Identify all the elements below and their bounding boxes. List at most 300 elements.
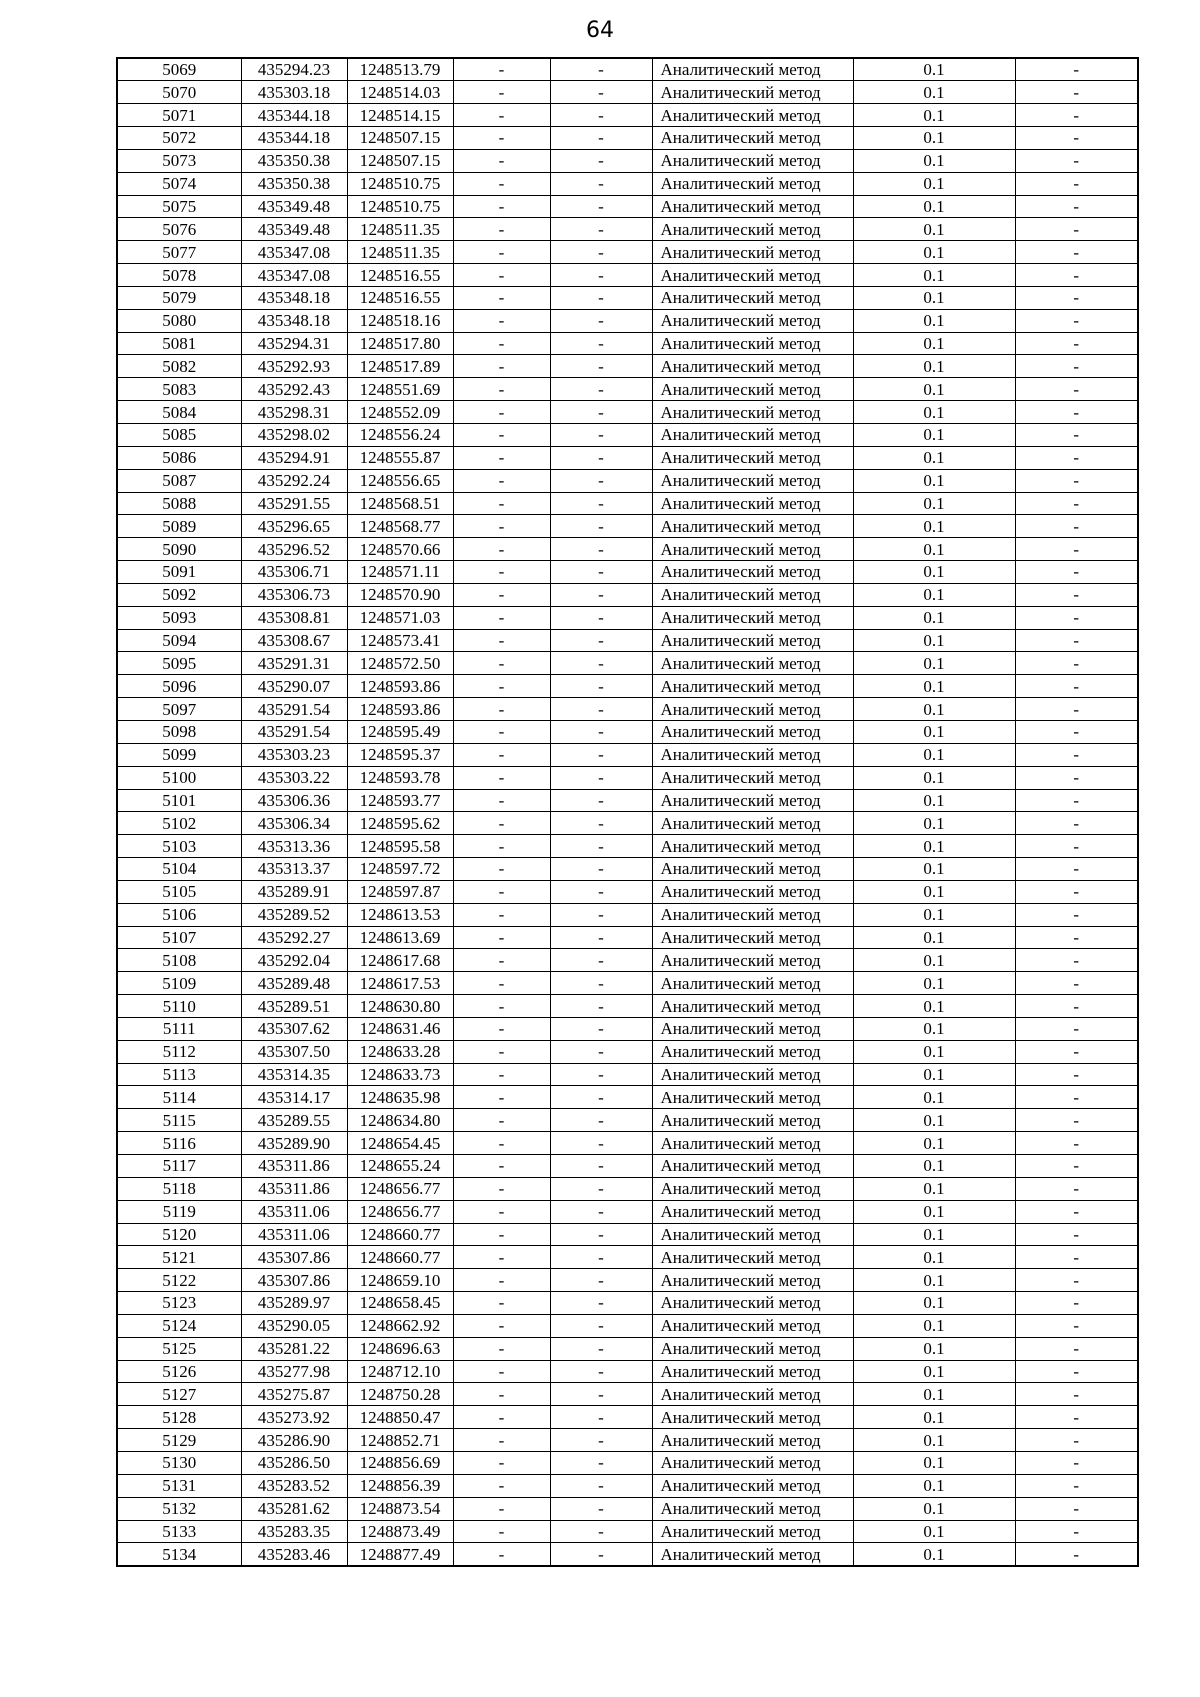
method-cell: Аналитический метод [652,401,853,424]
dash-cell-c: - [1015,538,1138,561]
point-number-cell: 5101 [117,789,241,812]
accuracy-cell: 0.1 [853,1177,1015,1200]
dash-cell-c: - [1015,1223,1138,1246]
method-cell: Аналитический метод [652,1406,853,1429]
y-coordinate-cell: 1248654.45 [347,1132,453,1155]
x-coordinate-cell: 435283.35 [241,1520,347,1543]
dash-cell-b: - [550,789,652,812]
table-row [117,104,1138,127]
x-coordinate-cell: 435289.51 [241,995,347,1018]
x-coordinate-cell: 435311.06 [241,1200,347,1223]
dash-cell-c: - [1015,561,1138,584]
table-row [117,561,1138,584]
dash-cell-b: - [550,926,652,949]
y-coordinate-cell: 1248631.46 [347,1017,453,1040]
dash-cell-c: - [1015,424,1138,447]
table-row [117,446,1138,469]
dash-cell-b: - [550,149,652,172]
dash-cell-c: - [1015,1200,1138,1223]
dash-cell-b: - [550,1177,652,1200]
point-number-cell: 5106 [117,903,241,926]
dash-cell-a: - [453,1383,550,1406]
table-row [117,1017,1138,1040]
accuracy-cell: 0.1 [853,1497,1015,1520]
table-row [117,1269,1138,1292]
point-number-cell: 5071 [117,104,241,127]
dash-cell-c: - [1015,149,1138,172]
x-coordinate-cell: 435281.22 [241,1337,347,1360]
accuracy-cell: 0.1 [853,903,1015,926]
accuracy-cell: 0.1 [853,995,1015,1018]
table-row [117,1474,1138,1497]
dash-cell-b: - [550,195,652,218]
method-cell: Аналитический метод [652,241,853,264]
x-coordinate-cell: 435347.08 [241,264,347,287]
x-coordinate-cell: 435292.04 [241,949,347,972]
dash-cell-b: - [550,332,652,355]
x-coordinate-cell: 435311.86 [241,1177,347,1200]
table-row [117,698,1138,721]
dash-cell-c: - [1015,1246,1138,1269]
y-coordinate-cell: 1248877.49 [347,1543,453,1566]
accuracy-cell: 0.1 [853,1200,1015,1223]
dash-cell-b: - [550,835,652,858]
x-coordinate-cell: 435311.06 [241,1223,347,1246]
method-cell: Аналитический метод [652,81,853,104]
method-cell: Аналитический метод [652,1223,853,1246]
table-row [117,1497,1138,1520]
method-cell: Аналитический метод [652,424,853,447]
dash-cell-b: - [550,1314,652,1337]
dash-cell-c: - [1015,218,1138,241]
x-coordinate-cell: 435289.48 [241,972,347,995]
dash-cell-a: - [453,538,550,561]
dash-cell-b: - [550,1132,652,1155]
y-coordinate-cell: 1248517.89 [347,355,453,378]
y-coordinate-cell: 1248571.03 [347,606,453,629]
x-coordinate-cell: 435294.91 [241,446,347,469]
point-number-cell: 5091 [117,561,241,584]
dash-cell-c: - [1015,264,1138,287]
x-coordinate-cell: 435289.55 [241,1109,347,1132]
x-coordinate-cell: 435348.18 [241,286,347,309]
accuracy-cell: 0.1 [853,675,1015,698]
method-cell: Аналитический метод [652,880,853,903]
point-number-cell: 5133 [117,1520,241,1543]
method-cell: Аналитический метод [652,1451,853,1474]
dash-cell-a: - [453,812,550,835]
dash-cell-b: - [550,286,652,309]
dash-cell-a: - [453,949,550,972]
table-row [117,789,1138,812]
accuracy-cell: 0.1 [853,58,1015,81]
accuracy-cell: 0.1 [853,1040,1015,1063]
table-row [117,1063,1138,1086]
method-cell: Аналитический метод [652,698,853,721]
point-number-cell: 5105 [117,880,241,903]
dash-cell-b: - [550,1406,652,1429]
y-coordinate-cell: 1248573.41 [347,629,453,652]
y-coordinate-cell: 1248850.47 [347,1406,453,1429]
method-cell: Аналитический метод [652,127,853,150]
accuracy-cell: 0.1 [853,720,1015,743]
y-coordinate-cell: 1248617.53 [347,972,453,995]
dash-cell-c: - [1015,1177,1138,1200]
x-coordinate-cell: 435296.65 [241,515,347,538]
y-coordinate-cell: 1248659.10 [347,1269,453,1292]
dash-cell-b: - [550,81,652,104]
method-cell: Аналитический метод [652,652,853,675]
point-number-cell: 5113 [117,1063,241,1086]
table-row [117,492,1138,515]
accuracy-cell: 0.1 [853,81,1015,104]
y-coordinate-cell: 1248593.77 [347,789,453,812]
dash-cell-b: - [550,1040,652,1063]
dash-cell-c: - [1015,1429,1138,1452]
accuracy-cell: 0.1 [853,1520,1015,1543]
method-cell: Аналитический метод [652,789,853,812]
dash-cell-a: - [453,972,550,995]
y-coordinate-cell: 1248593.78 [347,766,453,789]
dash-cell-b: - [550,515,652,538]
accuracy-cell: 0.1 [853,835,1015,858]
method-cell: Аналитический метод [652,195,853,218]
x-coordinate-cell: 435292.27 [241,926,347,949]
dash-cell-b: - [550,401,652,424]
dash-cell-a: - [453,58,550,81]
y-coordinate-cell: 1248568.51 [347,492,453,515]
accuracy-cell: 0.1 [853,1132,1015,1155]
x-coordinate-cell: 435289.91 [241,880,347,903]
table-row [117,1520,1138,1543]
point-number-cell: 5074 [117,172,241,195]
dash-cell-b: - [550,1246,652,1269]
method-cell: Аналитический метод [652,743,853,766]
point-number-cell: 5073 [117,149,241,172]
dash-cell-c: - [1015,515,1138,538]
accuracy-cell: 0.1 [853,766,1015,789]
x-coordinate-cell: 435289.97 [241,1292,347,1315]
dash-cell-c: - [1015,1474,1138,1497]
dash-cell-a: - [453,332,550,355]
dash-cell-c: - [1015,446,1138,469]
accuracy-cell: 0.1 [853,264,1015,287]
x-coordinate-cell: 435313.37 [241,858,347,881]
y-coordinate-cell: 1248635.98 [347,1086,453,1109]
method-cell: Аналитический метод [652,949,853,972]
method-cell: Аналитический метод [652,1543,853,1566]
x-coordinate-cell: 435307.86 [241,1269,347,1292]
method-cell: Аналитический метод [652,1292,853,1315]
point-number-cell: 5121 [117,1246,241,1269]
y-coordinate-cell: 1248655.24 [347,1155,453,1178]
point-number-cell: 5069 [117,58,241,81]
x-coordinate-cell: 435306.73 [241,583,347,606]
table-row [117,1337,1138,1360]
point-number-cell: 5126 [117,1360,241,1383]
dash-cell-b: - [550,743,652,766]
dash-cell-a: - [453,1246,550,1269]
dash-cell-b: - [550,720,652,743]
table-row [117,469,1138,492]
point-number-cell: 5076 [117,218,241,241]
point-number-cell: 5134 [117,1543,241,1566]
accuracy-cell: 0.1 [853,195,1015,218]
accuracy-cell: 0.1 [853,1086,1015,1109]
dash-cell-a: - [453,1040,550,1063]
accuracy-cell: 0.1 [853,1337,1015,1360]
accuracy-cell: 0.1 [853,1292,1015,1315]
dash-cell-a: - [453,286,550,309]
dash-cell-a: - [453,401,550,424]
dash-cell-a: - [453,561,550,584]
y-coordinate-cell: 1248593.86 [347,698,453,721]
dash-cell-c: - [1015,469,1138,492]
dash-cell-c: - [1015,1040,1138,1063]
method-cell: Аналитический метод [652,583,853,606]
y-coordinate-cell: 1248634.80 [347,1109,453,1132]
accuracy-cell: 0.1 [853,1269,1015,1292]
dash-cell-c: - [1015,1017,1138,1040]
accuracy-cell: 0.1 [853,1451,1015,1474]
point-number-cell: 5087 [117,469,241,492]
table-row [117,972,1138,995]
dash-cell-b: - [550,1360,652,1383]
accuracy-cell: 0.1 [853,858,1015,881]
y-coordinate-cell: 1248595.37 [347,743,453,766]
accuracy-cell: 0.1 [853,972,1015,995]
dash-cell-c: - [1015,1337,1138,1360]
y-coordinate-cell: 1248555.87 [347,446,453,469]
dash-cell-c: - [1015,812,1138,835]
table-row [117,332,1138,355]
point-number-cell: 5097 [117,698,241,721]
accuracy-cell: 0.1 [853,743,1015,766]
dash-cell-b: - [550,309,652,332]
dash-cell-c: - [1015,858,1138,881]
method-cell: Аналитический метод [652,1086,853,1109]
accuracy-cell: 0.1 [853,401,1015,424]
dash-cell-b: - [550,127,652,150]
x-coordinate-cell: 435348.18 [241,309,347,332]
dash-cell-c: - [1015,652,1138,675]
dash-cell-c: - [1015,1269,1138,1292]
dash-cell-b: - [550,1063,652,1086]
dash-cell-c: - [1015,972,1138,995]
dash-cell-a: - [453,629,550,652]
y-coordinate-cell: 1248597.72 [347,858,453,881]
dash-cell-c: - [1015,1155,1138,1178]
point-number-cell: 5115 [117,1109,241,1132]
accuracy-cell: 0.1 [853,492,1015,515]
dash-cell-c: - [1015,629,1138,652]
x-coordinate-cell: 435292.93 [241,355,347,378]
point-number-cell: 5123 [117,1292,241,1315]
y-coordinate-cell: 1248712.10 [347,1360,453,1383]
y-coordinate-cell: 1248516.55 [347,286,453,309]
accuracy-cell: 0.1 [853,1017,1015,1040]
method-cell: Аналитический метод [652,858,853,881]
dash-cell-b: - [550,492,652,515]
table-row [117,172,1138,195]
point-number-cell: 5084 [117,401,241,424]
accuracy-cell: 0.1 [853,812,1015,835]
method-cell: Аналитический метод [652,720,853,743]
accuracy-cell: 0.1 [853,446,1015,469]
table-row [117,995,1138,1018]
accuracy-cell: 0.1 [853,332,1015,355]
x-coordinate-cell: 435283.46 [241,1543,347,1566]
accuracy-cell: 0.1 [853,583,1015,606]
dash-cell-a: - [453,583,550,606]
method-cell: Аналитический метод [652,1429,853,1452]
x-coordinate-cell: 435344.18 [241,127,347,150]
page-number: 64 [586,18,614,43]
dash-cell-c: - [1015,1497,1138,1520]
dash-cell-b: - [550,995,652,1018]
x-coordinate-cell: 435349.48 [241,195,347,218]
dash-cell-c: - [1015,104,1138,127]
dash-cell-c: - [1015,492,1138,515]
y-coordinate-cell: 1248873.54 [347,1497,453,1520]
y-coordinate-cell: 1248873.49 [347,1520,453,1543]
point-number-cell: 5092 [117,583,241,606]
dash-cell-a: - [453,1063,550,1086]
point-number-cell: 5096 [117,675,241,698]
dash-cell-a: - [453,492,550,515]
dash-cell-a: - [453,880,550,903]
dash-cell-c: - [1015,1543,1138,1566]
dash-cell-b: - [550,1155,652,1178]
method-cell: Аналитический метод [652,1474,853,1497]
dash-cell-a: - [453,1177,550,1200]
table-row [117,424,1138,447]
method-cell: Аналитический метод [652,172,853,195]
point-number-cell: 5086 [117,446,241,469]
y-coordinate-cell: 1248613.69 [347,926,453,949]
dash-cell-c: - [1015,903,1138,926]
dash-cell-c: - [1015,606,1138,629]
accuracy-cell: 0.1 [853,1109,1015,1132]
x-coordinate-cell: 435298.02 [241,424,347,447]
point-number-cell: 5075 [117,195,241,218]
accuracy-cell: 0.1 [853,1406,1015,1429]
x-coordinate-cell: 435347.08 [241,241,347,264]
table-row [117,606,1138,629]
point-number-cell: 5129 [117,1429,241,1452]
y-coordinate-cell: 1248595.49 [347,720,453,743]
accuracy-cell: 0.1 [853,355,1015,378]
dash-cell-b: - [550,561,652,584]
dash-cell-b: - [550,218,652,241]
dash-cell-b: - [550,538,652,561]
y-coordinate-cell: 1248617.68 [347,949,453,972]
y-coordinate-cell: 1248656.77 [347,1177,453,1200]
method-cell: Аналитический метод [652,264,853,287]
table-row [117,241,1138,264]
x-coordinate-cell: 435311.86 [241,1155,347,1178]
dash-cell-b: - [550,903,652,926]
table-row [117,1406,1138,1429]
x-coordinate-cell: 435314.17 [241,1086,347,1109]
table-row [117,1155,1138,1178]
dash-cell-b: - [550,629,652,652]
dash-cell-a: - [453,1109,550,1132]
point-number-cell: 5108 [117,949,241,972]
dash-cell-b: - [550,104,652,127]
point-number-cell: 5116 [117,1132,241,1155]
table-row [117,1383,1138,1406]
dash-cell-a: - [453,1132,550,1155]
accuracy-cell: 0.1 [853,1223,1015,1246]
table-row [117,81,1138,104]
table-row [117,743,1138,766]
dash-cell-c: - [1015,286,1138,309]
y-coordinate-cell: 1248852.71 [347,1429,453,1452]
method-cell: Аналитический метод [652,1040,853,1063]
dash-cell-a: - [453,1292,550,1315]
table-row [117,629,1138,652]
table-row [117,1200,1138,1223]
accuracy-cell: 0.1 [853,1314,1015,1337]
dash-cell-c: - [1015,172,1138,195]
accuracy-cell: 0.1 [853,789,1015,812]
x-coordinate-cell: 435292.43 [241,378,347,401]
table-row [117,195,1138,218]
accuracy-cell: 0.1 [853,424,1015,447]
y-coordinate-cell: 1248507.15 [347,149,453,172]
point-number-cell: 5112 [117,1040,241,1063]
dash-cell-a: - [453,926,550,949]
point-number-cell: 5107 [117,926,241,949]
dash-cell-a: - [453,652,550,675]
method-cell: Аналитический метод [652,515,853,538]
method-cell: Аналитический метод [652,446,853,469]
point-number-cell: 5109 [117,972,241,995]
y-coordinate-cell: 1248510.75 [347,172,453,195]
table-row [117,515,1138,538]
dash-cell-c: - [1015,766,1138,789]
method-cell: Аналитический метод [652,218,853,241]
table-row [117,675,1138,698]
dash-cell-a: - [453,355,550,378]
table-row [117,1040,1138,1063]
method-cell: Аналитический метод [652,1155,853,1178]
x-coordinate-cell: 435308.81 [241,606,347,629]
dash-cell-a: - [453,1223,550,1246]
x-coordinate-cell: 435349.48 [241,218,347,241]
dash-cell-c: - [1015,1109,1138,1132]
table-row [117,355,1138,378]
y-coordinate-cell: 1248568.77 [347,515,453,538]
accuracy-cell: 0.1 [853,286,1015,309]
y-coordinate-cell: 1248633.73 [347,1063,453,1086]
table-row [117,127,1138,150]
accuracy-cell: 0.1 [853,104,1015,127]
dash-cell-a: - [453,1314,550,1337]
x-coordinate-cell: 435303.22 [241,766,347,789]
dash-cell-a: - [453,1086,550,1109]
method-cell: Аналитический метод [652,538,853,561]
method-cell: Аналитический метод [652,1314,853,1337]
method-cell: Аналитический метод [652,766,853,789]
dash-cell-c: - [1015,309,1138,332]
dash-cell-c: - [1015,378,1138,401]
dash-cell-b: - [550,1451,652,1474]
point-number-cell: 5132 [117,1497,241,1520]
x-coordinate-cell: 435281.62 [241,1497,347,1520]
table-row [117,949,1138,972]
